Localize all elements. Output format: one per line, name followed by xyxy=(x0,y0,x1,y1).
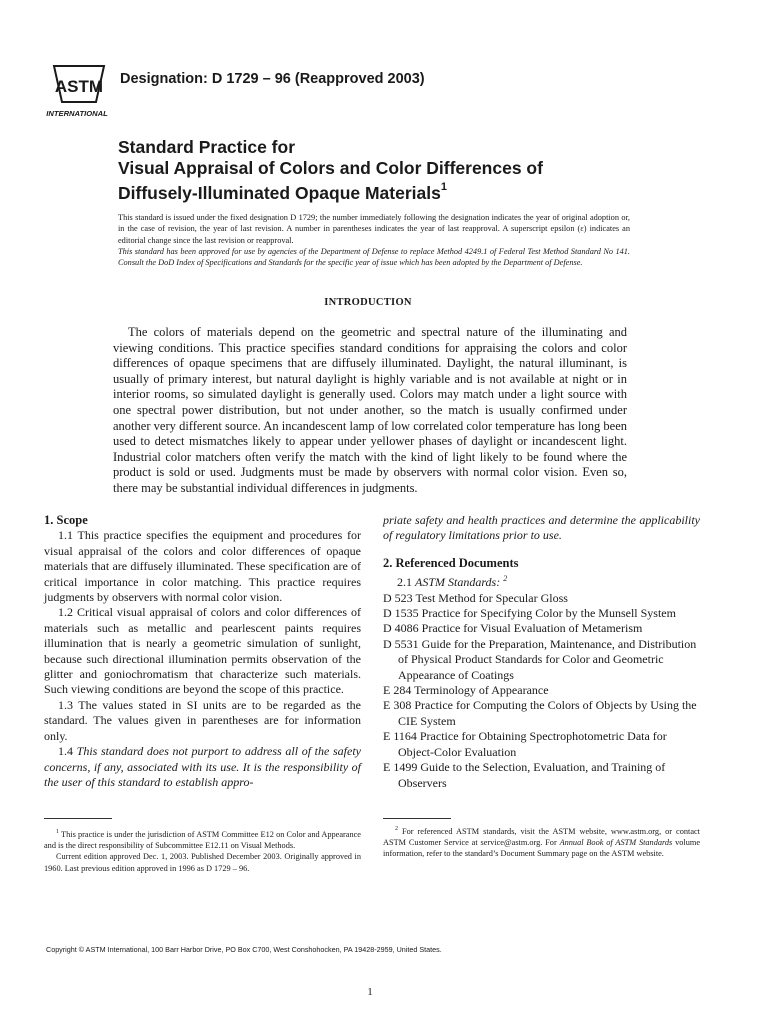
ref-item-e284: E 284 Terminology of Appearance xyxy=(383,683,549,698)
ref-item-d1535: D 1535 Practice for Specifying Color by the Munsell System xyxy=(383,606,676,621)
ref-intro-label: ASTM Standards: xyxy=(415,575,501,590)
astm-standards-label xyxy=(383,571,700,590)
scope-1-4 xyxy=(44,744,361,790)
ref-item-d4086: D 4086 Practice for Visual Evaluation of Metamerism xyxy=(383,621,643,636)
scope-1-1: 1.1 This practice specifies the equipment and procedures for visual appraisal of the colors and color differences of opaque materials that are diffusely illuminated. These specification are of critical importance in color matching. This practice requires judgments by observers with normal color vision. xyxy=(44,528,361,605)
logo-subtext: INTERNATIONAL xyxy=(46,109,108,118)
footnote-2-italic: Annual Book of ASTM Standards xyxy=(559,838,673,848)
introduction-text: The colors of materials depend on the geometric and spectral nature of the illuminating and viewing conditions. This practice specifies standard conditions for appraising the colors and color differences of opaque specimens that are diffusely illuminated. Daylight, the natural illuminant, is usually of primary interest, but natural daylight is highly variable and is not available at night or in interior rooms, so simulated daylight is generally used. Colors may match under a light source with one spectral power distribution, but not under another, so the match is usually confirmed under another very different source. An incandescent lamp of low correlated color temperature has long been used to detect mismatches likely to appear under yellower phases of daylight or incandescent light. Industrial color matchers often verify the match with the kind of light likely to be found where the product is sold or used. Judgments must be made by observers with normal color vision. Even so, there may be substantial individual differences in judgments. xyxy=(113,325,627,495)
scope-1-4-continuation: priate safety and health practices and determine the applicability of regulatory limitations prior to use. xyxy=(383,513,700,543)
ref-intro-number: 2.1 xyxy=(397,575,412,590)
document-title xyxy=(118,137,678,204)
astm-logo xyxy=(46,62,112,120)
scope-1-3: 1.3 The values stated in SI units are to be regarded as the standard. The values given in parentheses are for information only. xyxy=(44,697,361,743)
introduction-heading: INTRODUCTION xyxy=(324,297,412,308)
ref-intro-mark: 2 xyxy=(503,574,508,584)
footnote-1-mark: 1 xyxy=(56,829,59,835)
title-line-3 xyxy=(118,179,678,204)
footnote-2-text-a: For referenced ASTM standards, visit the ASTM website, www.astm.org, or contact ASTM Customer Service at service@astm.org. For xyxy=(383,826,700,848)
ref-item-e308: E 308 Practice for Computing the Colors of Objects by Using the CIE System xyxy=(383,698,697,728)
footnote-2 xyxy=(383,824,700,860)
footnote-2-para xyxy=(383,824,700,860)
footnote-1 xyxy=(44,827,361,874)
notice-paragraph: This standard is issued under the fixed designation D 1729; the number immediately following the designation indicates the year of original adoption or, in the case of revision, the year of last revision. A number in parentheses indicates the year of last reapproval. A superscript epsilon (ε) indicates an editorial change since the last revision or reapproval. xyxy=(118,213,630,245)
scope-1-2: 1.2 Critical visual appraisal of colors and color differences of materials such as metallic and pearlescent paints requires illumination that is nearly a geometric simulation of sunlight, because such directional illumination permits observation of the glitter and goniochromatism that characterize such materials. Such viewing conditions are beyond the scope of this practice. xyxy=(44,605,361,697)
ref-item-d5531: D 5531 Guide for the Preparation, Maintenance, and Distribution of Physical Product Standards for Color and Geometric Appearance of Coatings xyxy=(383,636,697,682)
scope-1-4-number: 1.4 xyxy=(58,744,73,759)
referenced-documents-heading: 2. Referenced Documents xyxy=(383,555,519,570)
footnote-1-para-2: Current edition approved Dec. 1, 2003. Published December 2003. Originally approved in 1960. Last previous edition approved in 1996 as D 1729 – 96. xyxy=(44,852,361,873)
title-footnote-mark: 1 xyxy=(440,181,447,193)
title-line-1: Standard Practice for xyxy=(118,137,295,157)
footnote-2-text-b: volume information, refer to the standard’s Document Summary page on the ASTM website. xyxy=(383,838,701,859)
copyright-line: Copyright © ASTM International, 100 Barr Harbor Drive, PO Box C700, West Conshohocken, PA 19428-2959, United States. xyxy=(46,945,442,954)
scope-heading: 1. Scope xyxy=(44,513,88,527)
ref-item-e1164: E 1164 Practice for Obtaining Spectrophotometric Data for Object-Color Evaluation xyxy=(383,729,667,759)
footnote-divider-right xyxy=(383,818,451,819)
footnote-divider-left xyxy=(44,818,112,819)
title-line-2: Visual Appraisal of Colors and Color Differences of xyxy=(118,158,543,178)
right-column xyxy=(383,513,700,791)
scope-1-4-visible: This standard does not purport to address all of the safety concerns, if any, associated with its use. It is the responsibility of the user of this standard to establish appro- xyxy=(44,744,361,789)
left-column xyxy=(44,513,361,790)
footnote-2-mark: 2 xyxy=(395,826,398,832)
footnote-1-text: This practice is under the jurisdiction of ASTM Committee E12 on Color and Appearance and is the direct responsibility of Subcommittee E12.11 on Visual Methods. xyxy=(44,829,361,851)
title-line-3-text: Diffusely-Illuminated Opaque Materials xyxy=(118,182,441,203)
dod-notice-paragraph: This standard has been approved for use by agencies of the Department of Defense to replace Method 4249.1 of Federal Test Method Standard No 141. Consult the DoD Index of Specifications and Standards for the specific year of issue which has been adopted by the Department of Defense. xyxy=(118,246,630,268)
astm-logo-icon xyxy=(46,62,112,120)
issuance-notice xyxy=(118,212,630,268)
ref-item-e1499: E 1499 Guide to the Selection, Evaluation, and Training of Observers xyxy=(383,760,666,790)
ref-item-d523: D 523 Test Method for Specular Gloss xyxy=(383,590,568,605)
footnote-1-para-1 xyxy=(44,827,361,851)
designation: Designation: D 1729 – 96 (Reapproved 2003) xyxy=(120,71,425,87)
logo-text: ASTM xyxy=(54,77,104,96)
page-number: 1 xyxy=(367,986,373,998)
